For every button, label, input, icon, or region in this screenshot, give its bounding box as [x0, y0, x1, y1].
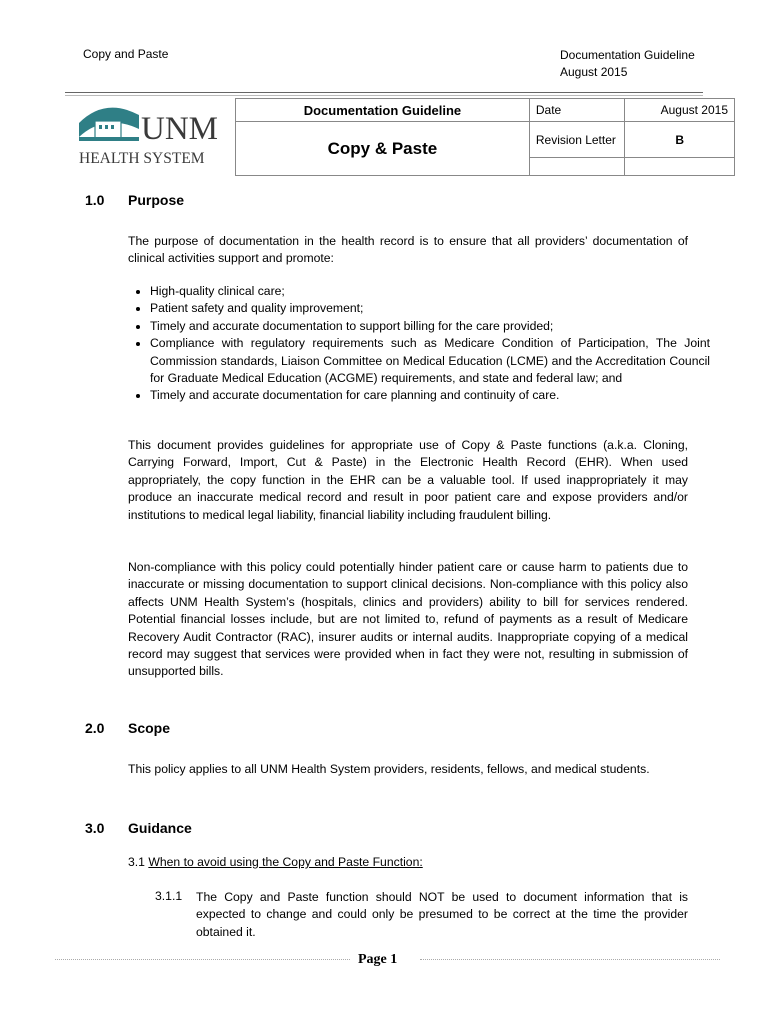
running-header-right [560, 47, 695, 81]
list-item: • Patient safety and quality improvement; [150, 300, 710, 317]
list-item: • Timely and accurate documentation to support billing for the care provided; [150, 318, 710, 335]
section-number: 2.0 [85, 720, 105, 736]
section-number: 3.0 [85, 820, 105, 836]
section-number: 1.0 [85, 192, 105, 208]
date-value: August 2015 [625, 99, 735, 122]
section-title-purpose: Purpose [128, 192, 185, 208]
scope-paragraph: This policy applies to all UNM Health System providers, residents, fellows, and medical students. [128, 762, 650, 776]
logo-unm-text: UNM [141, 110, 219, 147]
document-meta-table [65, 98, 735, 176]
header-rule-secondary [65, 95, 703, 96]
section-title-guidance: Guidance [128, 820, 192, 836]
item-text: The Copy and Paste function should NOT be used to document information that is expected to change and could only be presumed to be correct at the time the provider obtained it. [196, 890, 688, 939]
list-item: • Compliance with regulatory requirements such as Medicare Condition of Participation, The Joint Commission standards, Liaison Committee on Medical Education (LCME) and the Accreditation Council for Graduate Medical Education (ACGME) requirements, and state and federal law; and [150, 335, 710, 387]
footer-rule-left [55, 959, 350, 960]
header-rule [65, 92, 703, 93]
unm-health-system-logo [65, 99, 235, 171]
subsection-3-1 [128, 855, 423, 869]
running-header-left: Copy and Paste [83, 47, 169, 61]
date-label: Date [529, 99, 624, 122]
footer-rule-right [420, 959, 720, 960]
running-header-date: August 2015 [560, 65, 628, 79]
list-item: • High-quality clinical care; [150, 283, 710, 300]
empty-cell [529, 158, 624, 176]
revision-label: Revision Letter [529, 122, 624, 158]
empty-cell [625, 158, 735, 176]
item-number: 3.1.1 [155, 889, 183, 903]
revision-value: B [625, 122, 735, 158]
doc-type-cell: Documentation Guideline [236, 99, 530, 122]
purpose-paragraph-2: This document provides guidelines for appropriate use of Copy & Paste functions (a.k.a. Cloning, Carrying Forward, Import, Cut & Paste) in the Electronic Health Record (EHR). When used appropriately, the copy function in the EHR can be a valuable tool. If used inappropriately it may produce an inaccurate medical record and result in poor patient care and expose providers and/or institutions to medical legal liability, financial liability including fraudulent billing. [128, 438, 688, 522]
subsection-number: 3.1 [128, 855, 145, 869]
logo-health-system-text: HEALTH SYSTEM [79, 149, 205, 167]
section-title-scope: Scope [128, 720, 171, 736]
subsection-title: When to avoid using the Copy and Paste Function: [148, 855, 423, 869]
document-title: Copy & Paste [236, 122, 530, 176]
purpose-intro: The purpose of documentation in the health record is to ensure that all providers’ documentation of clinical activities support and promote: [128, 234, 688, 266]
purpose-paragraph-3: Non-compliance with this policy could potentially hinder patient care or cause harm to patients due to inaccurate or missing documentation to support clinical decisions. Non-compliance with this policy also affects UNM Health System’s (hospitals, clinics and providers) ability to bill for services rendered. Potential financial losses include, but are not limited to, refund of payments as a result of Medicare Recovery Audit Contractor (RAC), insurer audits or internal audits. Inappropriate copying of a medical record may suggest that services were provided when in fact they were not, resulting in submission of unsupported bills. [128, 560, 688, 679]
logo-cell [65, 99, 236, 176]
purpose-bullet-list [128, 283, 710, 405]
page-number: Page 1 [358, 952, 398, 967]
running-header-doc-type: Documentation Guideline [560, 48, 695, 62]
list-item: • Timely and accurate documentation for care planning and continuity of care. [150, 387, 710, 404]
